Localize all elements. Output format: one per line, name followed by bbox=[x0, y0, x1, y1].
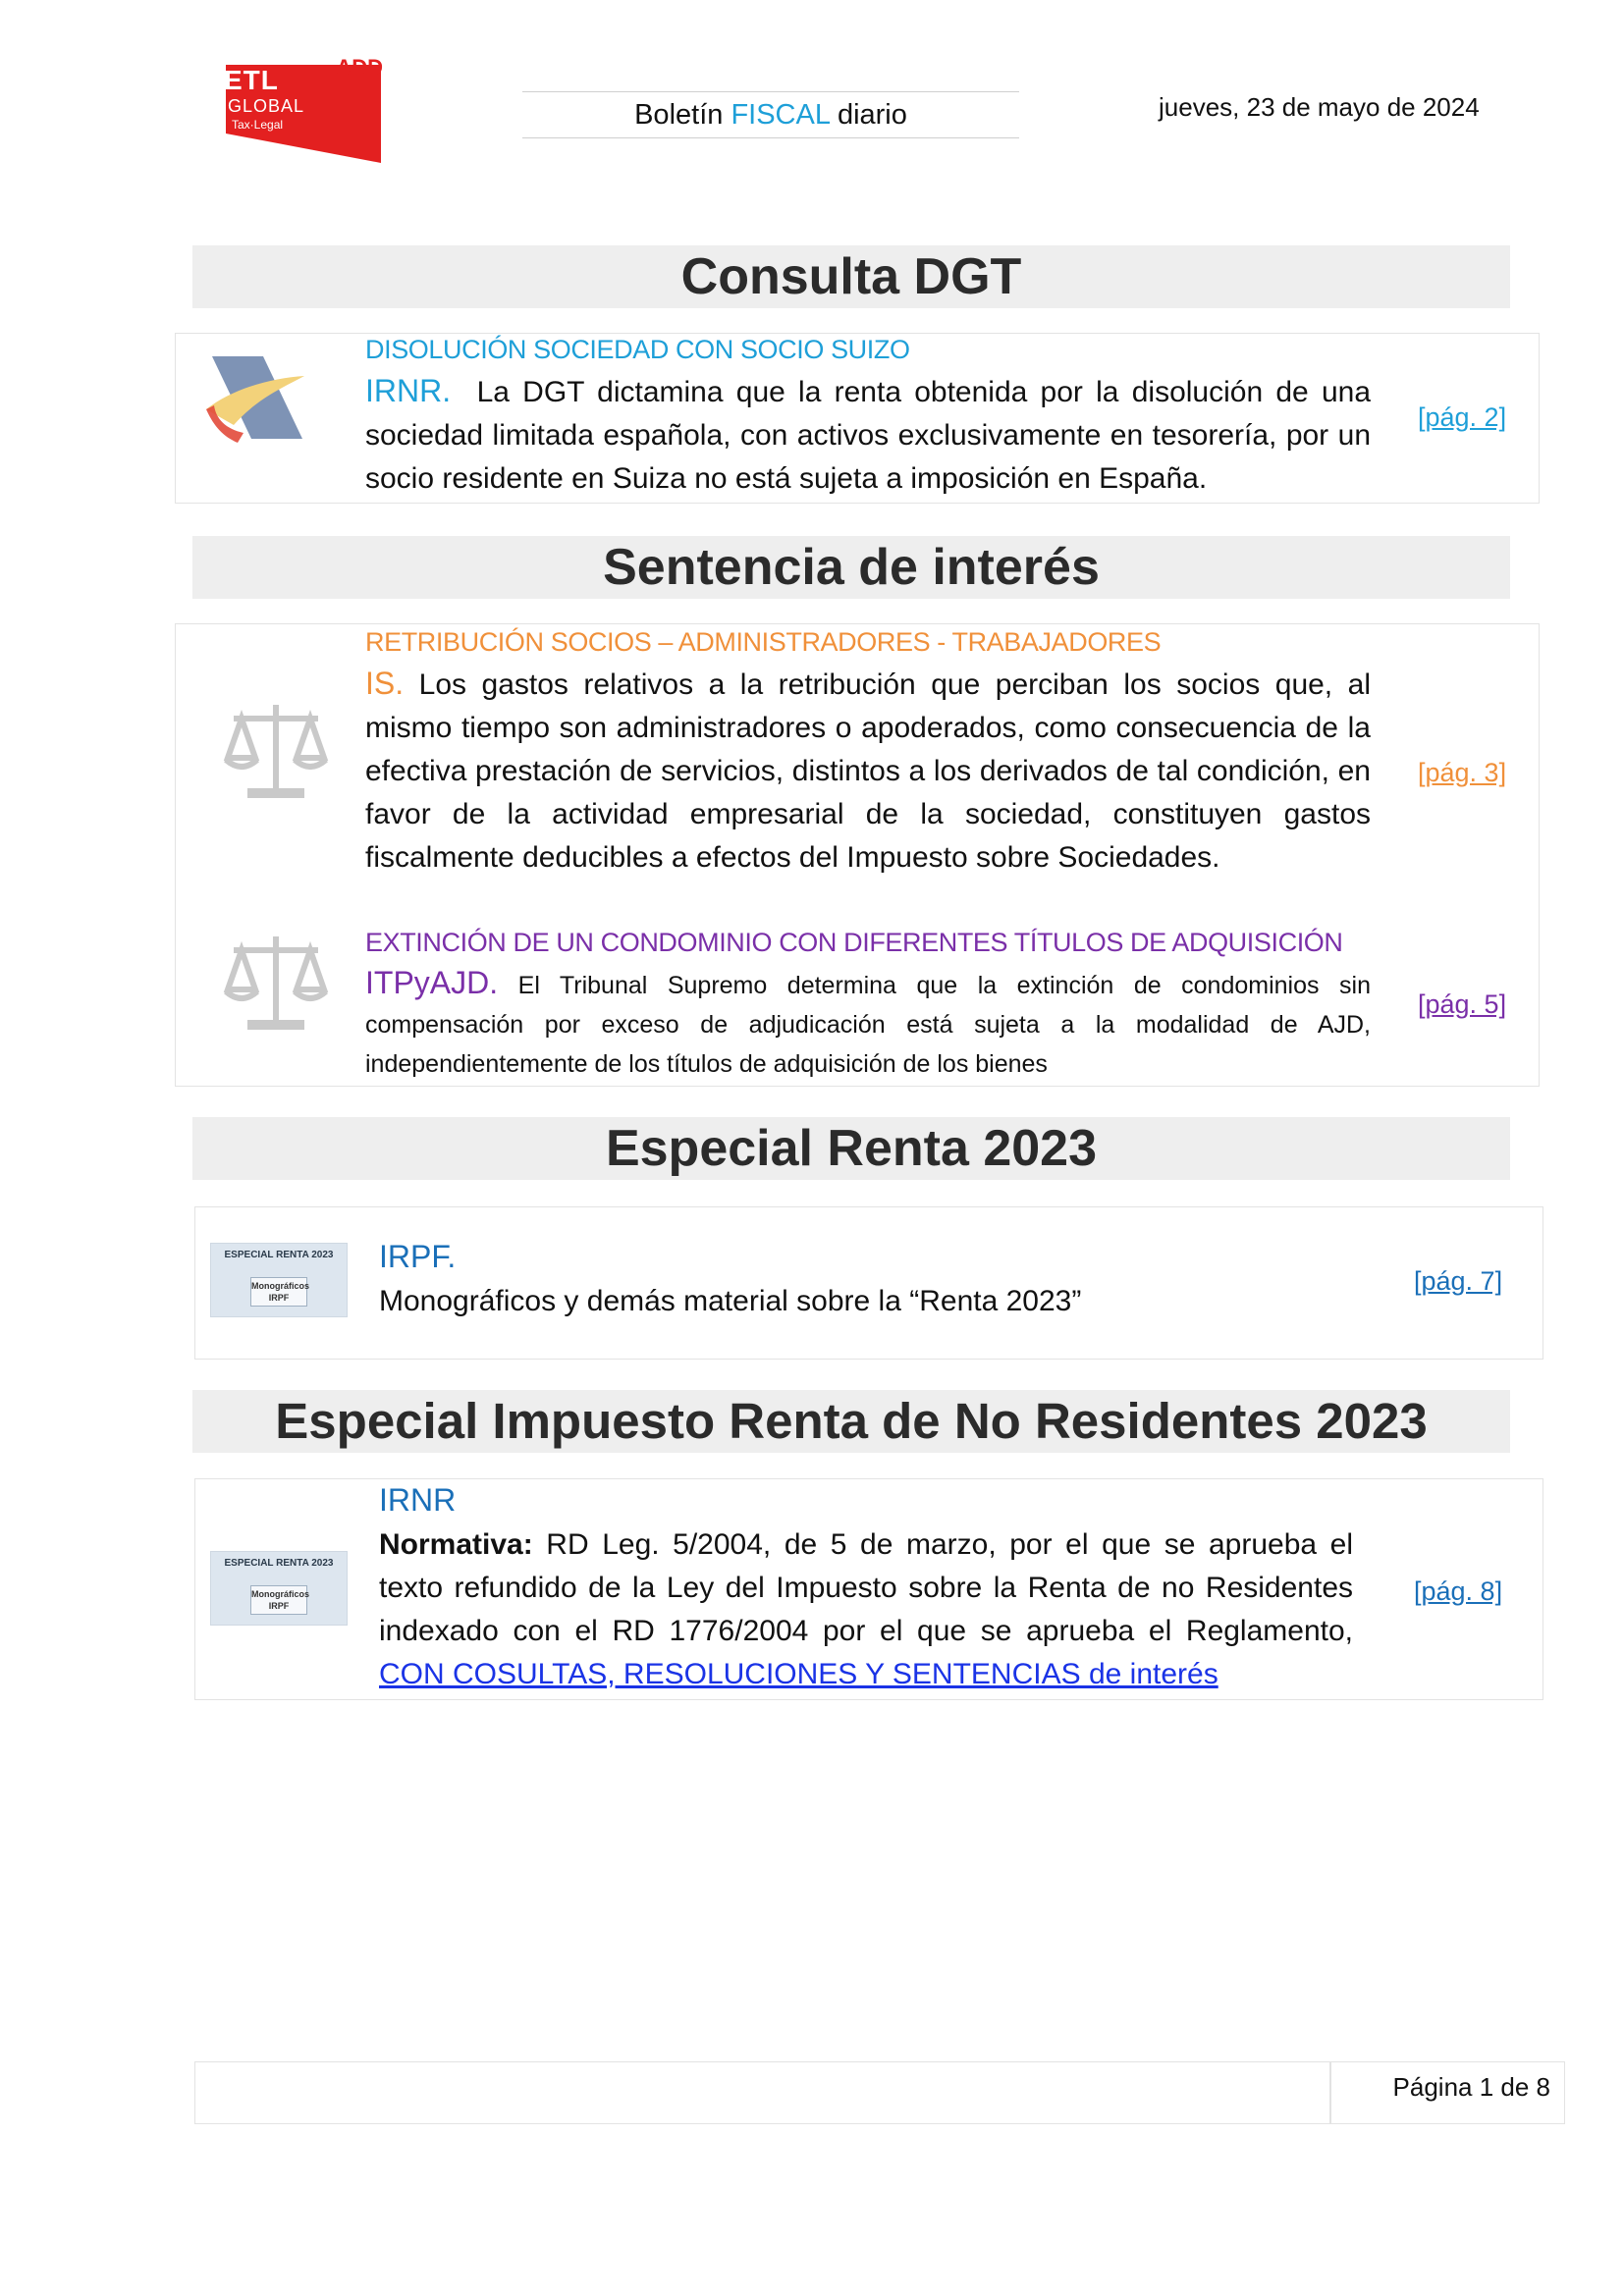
item-text: Monográficos y demás material sobre la “Renta 2023” bbox=[379, 1285, 1082, 1317]
item-text: El Tribunal Supremo determina que la extinción de condominios sin compensación por exceso de adjudicación está sujeta a la modalidad de AJD, independientemente de los títulos de adquisición de los bienes bbox=[365, 972, 1371, 1078]
page-link[interactable]: [pág. 7] bbox=[1414, 1266, 1503, 1296]
logo-global-text: GLOBAL bbox=[228, 96, 305, 116]
especial-irnr-thumbnail[interactable] bbox=[210, 1551, 348, 1626]
page-link[interactable]: [pág. 3] bbox=[1418, 758, 1507, 787]
item-tag: ITPyAJD. bbox=[365, 965, 499, 1000]
item-text: RD Leg. 5/2004, de 5 de marzo, por el que se aprueba el texto refundido de la Ley del Impuesto sobre la Renta de no Residentes indexado con el RD 1776/2004 por el que se aprueba el Reglamento, bbox=[379, 1528, 1353, 1647]
item-category: DISOLUCIÓN SOCIEDAD CON SOCIO SUIZO bbox=[365, 335, 910, 364]
page-footer bbox=[194, 2061, 1565, 2124]
thumbnail-title: ESPECIAL RENTA 2023 bbox=[224, 1250, 334, 1260]
page-link[interactable]: [pág. 8] bbox=[1414, 1576, 1503, 1606]
bulletin-prefix: Boletín bbox=[634, 99, 731, 131]
thumbnail-label: Monográficos IRPF bbox=[250, 1277, 307, 1307]
item-bold-label: Normativa: bbox=[379, 1528, 533, 1561]
thumbnail-label: Monográficos IRPF bbox=[250, 1585, 307, 1615]
item-text: Los gastos relativos a la retribución que perciban los socios que, al mismo tiempo son administradores o apoderados, como consecuencia de la efectiva prestación de servicios, distintos a los derivados de tal condición, en favor de la actividad empresarial de la sociedad, constituyen gastos fiscalmente deducibles a efectos del Impuesto sobre Sociedades. bbox=[365, 668, 1371, 874]
item-body bbox=[365, 963, 1371, 1084]
etl-global-logo bbox=[218, 57, 385, 165]
bulletin-fiscal: FISCAL bbox=[731, 99, 830, 131]
item-tag: IRNR. bbox=[365, 373, 452, 408]
scales-icon bbox=[222, 931, 330, 1035]
section-title-especial-renta: Especial Renta 2023 bbox=[192, 1117, 1510, 1180]
item-tag: IRPF. bbox=[379, 1239, 457, 1274]
item-tag: IS. bbox=[365, 666, 405, 701]
section-title-sentencia: Sentencia de interés bbox=[192, 536, 1510, 599]
item-category: EXTINCIÓN DE UN CONDOMINIO CON DIFERENTES TÍTULOS DE ADQUISICIÓN bbox=[365, 928, 1343, 957]
item-category: RETRIBUCIÓN SOCIOS – ADMINISTRADORES - TRABAJADORES bbox=[365, 627, 1162, 657]
page-link[interactable]: [pág. 5] bbox=[1418, 989, 1507, 1019]
item-tag: IRNR bbox=[379, 1482, 457, 1518]
bulletin-title bbox=[522, 91, 1019, 138]
especial-renta-thumbnail[interactable] bbox=[210, 1243, 348, 1317]
scales-icon bbox=[222, 699, 330, 803]
consultas-link[interactable]: CON COSULTAS, RESOLUCIONES Y SENTENCIAS de interés bbox=[379, 1658, 1218, 1690]
footer-separator bbox=[1329, 2062, 1331, 2123]
aeat-logo-icon bbox=[204, 348, 312, 447]
logo-tax-text: Tax·Legal bbox=[232, 118, 284, 132]
item-body bbox=[365, 369, 1371, 501]
thumbnail-title: ESPECIAL RENTA 2023 bbox=[224, 1558, 334, 1569]
page-number: Página 1 de 8 bbox=[1392, 2072, 1550, 2102]
bulletin-suffix: diario bbox=[829, 99, 907, 131]
logo-add-text: ADD bbox=[336, 55, 383, 80]
logo-etl-text: ETL bbox=[224, 65, 279, 95]
item-text: La DGT dictamina que la renta obtenida por la disolución de una sociedad limitada española, con activos exclusivamente en tesorería, por un socio residente en Suiza no está sujeta a imposición en España. bbox=[365, 376, 1372, 495]
item-body bbox=[379, 1523, 1353, 1696]
item-body bbox=[365, 662, 1371, 880]
section-title-consulta-dgt: Consulta DGT bbox=[192, 245, 1510, 308]
page-link[interactable]: [pág. 2] bbox=[1418, 402, 1507, 432]
issue-date: jueves, 23 de mayo de 2024 bbox=[1159, 92, 1480, 122]
section-title-especial-irnr: Especial Impuesto Renta de No Residentes 2023 bbox=[192, 1390, 1510, 1453]
